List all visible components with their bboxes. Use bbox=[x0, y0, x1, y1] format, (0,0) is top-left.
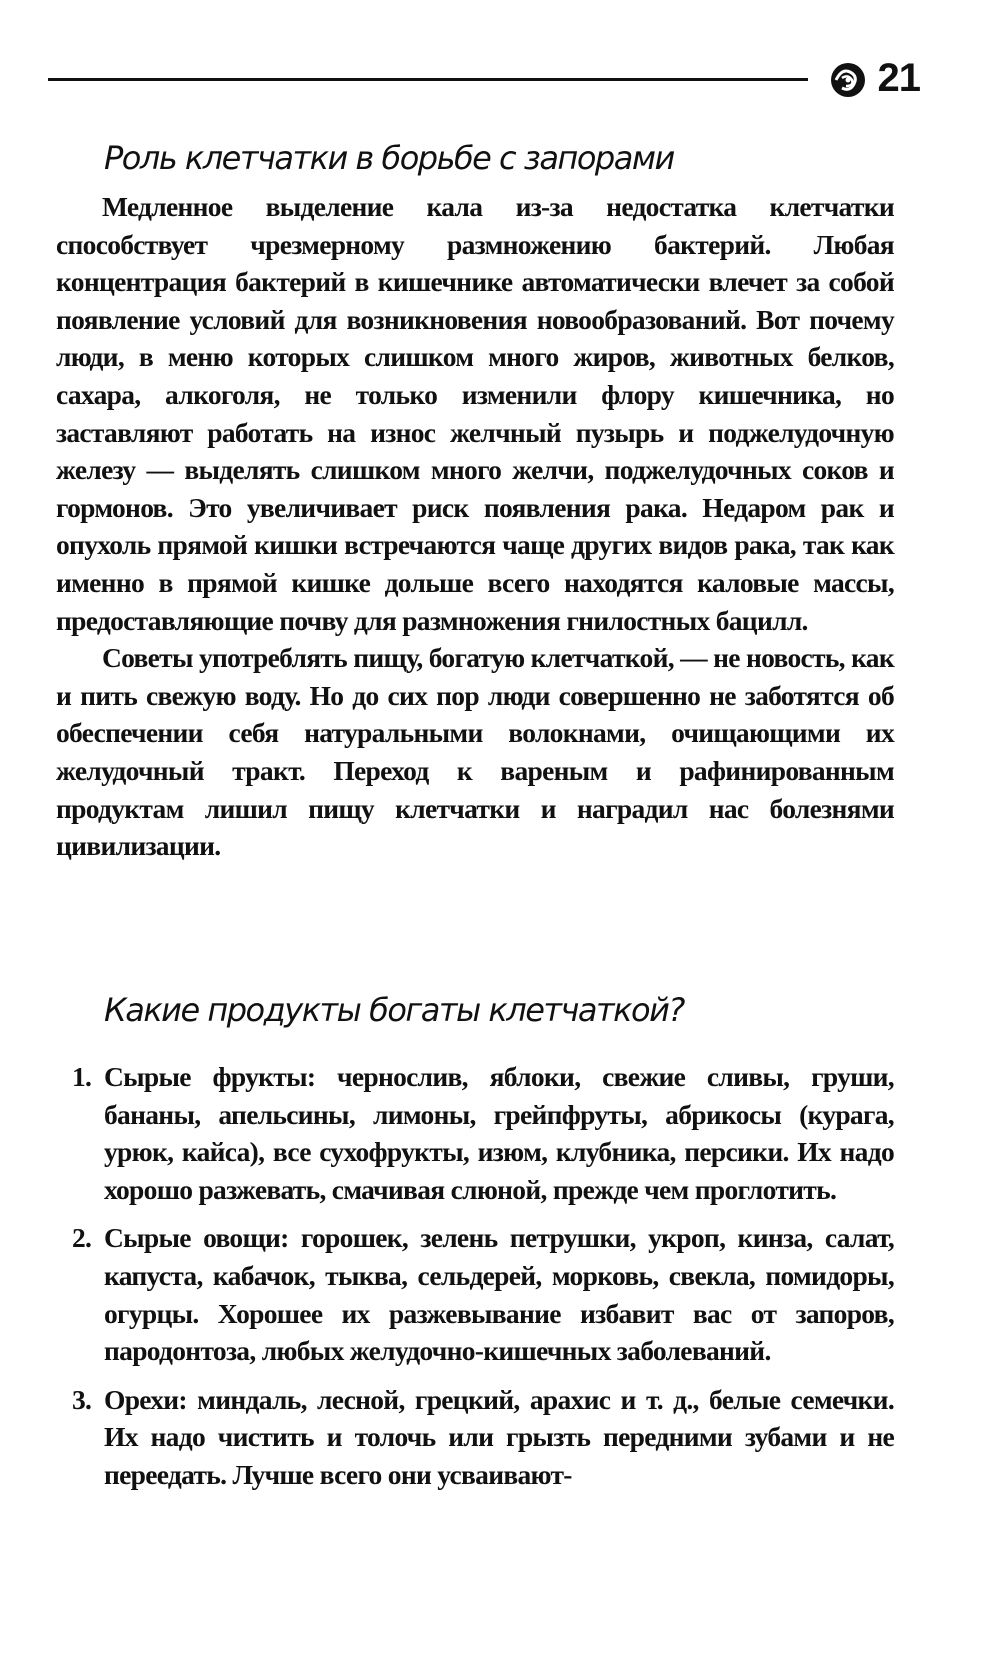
list-item-number: 3. bbox=[72, 1383, 92, 1415]
section-heading: Роль клетчатки в борьбе с запорами bbox=[104, 139, 674, 177]
list-item-text: Сырые овощи: горошек, зелень петрушки, укроп, кинза, салат, капуста, кабачок, тыква, сельдерей, морковь, свекла, помидоры, огурцы. Хорошее их разжевывание избавит вас от запоров, пародонтоза, любых желудочно-кишечных заболеваний. bbox=[104, 1222, 894, 1367]
paragraph: Советы употреблять пищу, богатую клетчаткой, — не новость, как и пить свежую воду. Но до сих пор люди совершенно не заботятся об обеспечении себя натуральными волокнами, очищающими их желудочный тракт. Переход к вареным и рафинированным продуктам лишил пищу клетчатки и наградил нас болезнями цивилизации. bbox=[56, 642, 894, 862]
list-item bbox=[56, 1219, 894, 1369]
paragraph: Медленное выделение кала из-за недостатка клетчатки способствует чрезмерному размножению бактерий. Любая концентрация бактерий в кишечнике автоматически влечет за собой появление условий для возникновения новообразований. Вот почему люди, в меню которых слишком много жиров, животных белков, сахара, алкоголя, не только изменили флору кишечника, но заставляют работать на износ желчный пузырь и поджелудочную железу — выделять слишком много желчи, поджелудочных соков и гормонов. Это увеличивает риск появления рака. Недаром рак и опухоль прямой кишки встречаются чаще других видов рака, так как именно в прямой кишке дольше всего находятся каловые массы, предоставляющие почву для размножения гнилостных бацилл. bbox=[56, 191, 894, 636]
list-item-number: 2. bbox=[72, 1222, 92, 1254]
list-item-number: 1. bbox=[72, 1061, 92, 1092]
list-item-text: Орехи: миндаль, лесной, грецкий, арахис и т. д., белые семечки. Их надо чистить и толочь или грызть передними зубами и не переедать. Лучше всего они усваивают- bbox=[104, 1383, 894, 1490]
page-number: 21 bbox=[877, 56, 920, 100]
section-heading: Какие продукты богаты клетчаткой? bbox=[104, 991, 684, 1029]
section-body bbox=[56, 188, 894, 865]
list-item bbox=[56, 1058, 894, 1208]
ornament-emblem-icon bbox=[828, 60, 868, 100]
food-list bbox=[56, 1058, 894, 1505]
list-item bbox=[56, 1381, 894, 1494]
page-header bbox=[48, 56, 920, 100]
list-item-text: Сырые фрукты: чернослив, яблоки, свежие сливы, груши, бананы, апельсины, лимоны, грейпфруты, абрикосы (курага, урюк, кайса), все сухофрукты, изюм, клубника, персики. Их надо хорошо разжевать, смачивая слюной, прежде чем проглотить. bbox=[104, 1061, 894, 1205]
header-rule bbox=[48, 78, 808, 81]
